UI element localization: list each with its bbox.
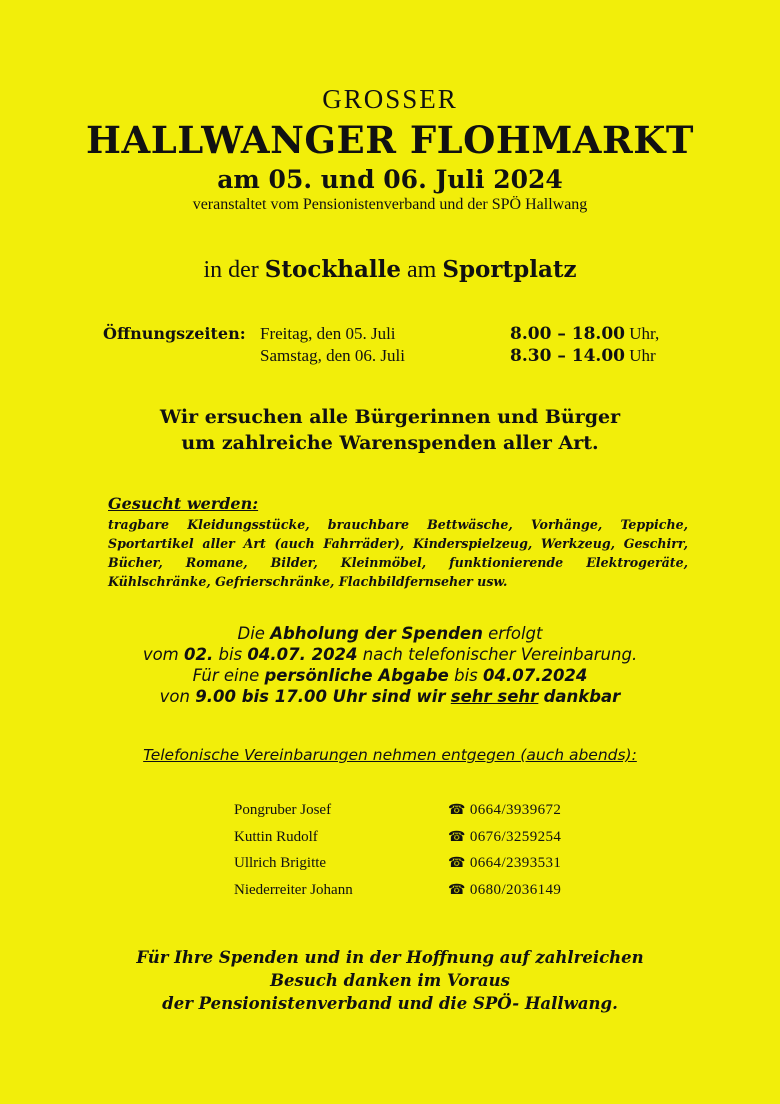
pickup-line — [0, 644, 780, 665]
contact-row — [234, 855, 634, 882]
contact-name: Pongruber Josef — [234, 802, 332, 818]
pickup-emphasis: 04.07.2024 — [483, 666, 588, 685]
telephone-icon: ☎ — [448, 882, 466, 898]
telephone-icon: ☎ — [448, 803, 466, 818]
hours-label: Öffnungszeiten: — [103, 324, 246, 343]
telephone-icon: ☎ — [448, 856, 466, 871]
hours-time-value: 8.00 – 18.00 — [510, 324, 625, 344]
appeal-line: um zahlreiche Warenspenden aller Art. — [181, 432, 599, 454]
hours-suffix: Uhr, — [629, 324, 660, 343]
page-title: HALLWANGER FLOHMARKT — [86, 118, 694, 162]
contact-phone-number: 0664/3939672 — [469, 802, 562, 818]
hours-suffix: Uhr — [629, 346, 656, 365]
contact-row — [234, 829, 634, 856]
telephone-icon: ☎ — [448, 829, 466, 845]
pickup-text: Die — [237, 624, 265, 643]
pickup-emphasis: 02. — [184, 645, 214, 664]
contact-row — [234, 882, 634, 909]
phone-note: Telefonische Vereinbarungen nehmen entgegen (auch abends): — [143, 746, 637, 764]
contact-list — [234, 802, 634, 908]
contact-name: Niederreiter Johann — [234, 881, 353, 898]
contact-name: Ullrich Brigitte — [234, 855, 327, 871]
appeal — [0, 404, 780, 456]
pickup-emphasis-underlined: sehr sehr — [450, 687, 539, 706]
location-middle: am — [407, 257, 437, 283]
pickup-line — [0, 623, 780, 644]
thanks-line: der Pensionistenverband und die SPÖ- Hallwang. — [162, 994, 618, 1013]
pickup-emphasis: persönliche Abgabe — [264, 666, 449, 685]
contact-phone — [448, 855, 561, 872]
contact-name: Kuttin Rudolf — [234, 828, 318, 845]
pickup-text: Für eine — [192, 666, 260, 685]
wanted-heading: Gesucht werden: — [108, 494, 259, 513]
appeal-line: Wir ersuchen alle Bürgerinnen und Bürger — [159, 406, 621, 428]
pickup-emphasis: dankbar — [543, 687, 621, 706]
hours-day-saturday: Samstag, den 06. Juli — [260, 346, 405, 365]
pickup-text: bis — [454, 666, 478, 685]
pickup-text: nach telefonischer Vereinbarung. — [362, 645, 638, 664]
wanted-list: tragbare Kleidungsstücke, brauchbare Bettwäsche, Vorhänge, Teppiche, Sportartikel aller Art (auch Fahrräder), Kinderspielzeug, Werkzeug, Geschirr, Bücher, Romane, Bilder, Kleinmöbel, funktionierende Elektrogeräte, Kühlschränke, Gefrierschränke, Flachbildfernseher usw. — [108, 517, 688, 589]
thanks-line: Besuch danken im Voraus — [270, 971, 510, 990]
contact-phone-number: 0680/2036149 — [469, 881, 562, 898]
location-place: Sportplatz — [442, 256, 577, 283]
hours-day-friday: Freitag, den 05. Juli — [260, 324, 396, 343]
thanks-note — [0, 946, 780, 1015]
pickup-line — [0, 686, 780, 707]
event-date: am 05. und 06. Juli 2024 — [217, 165, 563, 194]
pickup-text: erfolgt — [488, 624, 543, 643]
pickup-emphasis: Abholung der Spenden — [270, 624, 483, 643]
organizer-line: veranstaltet vom Pensionistenverband und der SPÖ Hallwang — [192, 196, 588, 213]
contact-row — [234, 802, 634, 829]
hours-time-saturday — [510, 346, 656, 366]
location-venue: Stockhalle — [264, 256, 402, 283]
contact-phone — [448, 829, 561, 846]
pickup-text: bis — [218, 645, 243, 664]
pickup-emphasis: 9.00 bis 17.00 Uhr sind wir — [195, 687, 446, 706]
pickup-emphasis: 04.07. 2024 — [247, 645, 358, 664]
contact-phone — [448, 802, 561, 819]
hours-time-value: 8.30 – 14.00 — [510, 346, 625, 366]
wanted-section — [108, 494, 688, 591]
contact-phone-number: 0676/3259254 — [469, 828, 562, 845]
thanks-line: Für Ihre Spenden und in der Hoffnung auf zahlreichen — [136, 948, 644, 967]
pickup-text: vom — [142, 645, 179, 664]
hours-time-friday — [510, 324, 659, 344]
location-line — [0, 256, 780, 284]
contact-phone-number: 0664/2393531 — [469, 855, 562, 871]
pickup-info — [0, 623, 780, 707]
contact-phone — [448, 882, 561, 899]
location-prefix: in der — [203, 257, 259, 283]
pickup-text: von — [159, 687, 190, 706]
pre-title: GROSSER — [322, 84, 458, 114]
pickup-line — [0, 665, 780, 686]
